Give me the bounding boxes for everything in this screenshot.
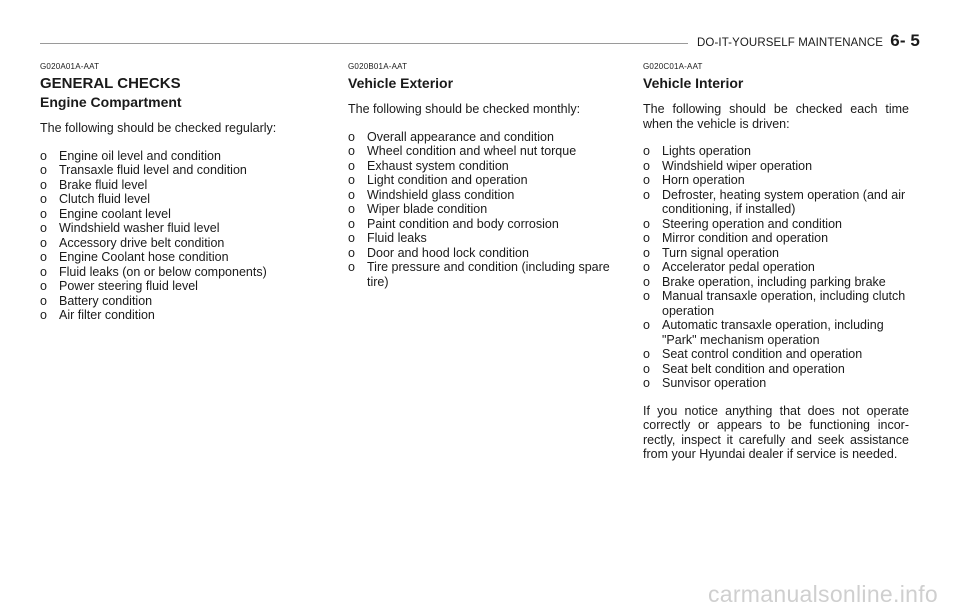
bullet-marker: o (348, 245, 355, 260)
header-rule (40, 43, 688, 44)
checklist-item (40, 265, 304, 280)
checklist-item-text: Wiper blade condition (367, 202, 488, 216)
bullet-marker: o (348, 231, 355, 245)
section-subheading: Engine Compartment (40, 94, 182, 110)
checklist-item-text: Brake fluid level (59, 177, 148, 192)
checklist-item (643, 159, 909, 174)
checklist-item-text: Wheel condition and wheel nut torque (367, 144, 577, 158)
checklist-item (348, 246, 614, 261)
column-vehicle-interior (643, 62, 909, 475)
bullet-marker: o (40, 221, 47, 235)
section-code: G020B01A-AAT (348, 62, 408, 71)
section-intro: The following should be checked monthly: (348, 102, 581, 116)
bullet-marker: o (643, 376, 650, 390)
checklist-item (40, 149, 304, 164)
checklist-item-text: Engine coolant level (59, 206, 171, 221)
checklist-item (643, 217, 909, 232)
checklist-item (643, 376, 909, 391)
checklist-item-text: Tire pressure and condition (including spare tire) (367, 260, 610, 289)
checklist-item-text: Battery condition (59, 293, 153, 308)
checklist-item (40, 207, 304, 222)
checklist-item-text: Turn signal operation (662, 245, 779, 260)
checklist-item-text: Seat control condition and operation (662, 347, 863, 361)
bullet-marker: o (348, 158, 355, 173)
checklist-item (40, 221, 304, 236)
column-general-checks (40, 62, 304, 336)
checklist-item-text: Transaxle fluid level and condition (59, 163, 247, 177)
bullet-marker: o (348, 173, 355, 187)
bullet-marker: o (40, 192, 47, 206)
checklist-item-text: Overall appearance and condition (367, 129, 554, 144)
bullet-marker: o (643, 274, 650, 289)
checklist (40, 149, 304, 323)
bullet-marker: o (643, 361, 650, 376)
checklist-item-text: Fluid leaks (on or below components) (59, 264, 267, 279)
bullet-marker: o (643, 231, 650, 245)
checklist-item (40, 294, 304, 309)
section-subheading: Vehicle Exterior (348, 75, 454, 91)
checklist-item-text: Accelerator pedal operation (662, 260, 815, 274)
bullet-marker: o (348, 216, 355, 231)
checklist-item (643, 275, 909, 290)
checklist-item (348, 159, 614, 174)
bullet-marker: o (643, 245, 650, 260)
checklist-item-text: Air filter condition (59, 308, 155, 322)
checklist (643, 144, 909, 391)
bullet-marker: o (643, 158, 650, 173)
bullet-marker: o (348, 144, 355, 158)
section-code: G020A01A-AAT (40, 62, 100, 71)
bullet-marker: o (348, 129, 355, 144)
checklist-item (643, 260, 909, 275)
checklist (348, 130, 614, 290)
bullet-marker: o (643, 187, 650, 202)
checklist-item (643, 246, 909, 261)
checklist-item (348, 144, 614, 159)
checklist-item-text: Seat belt condition and operation (662, 361, 845, 376)
section-outro: If you notice anything that does not operate correctly or appears to be functioning incor- rectly, inspect it carefully and seek assistance from your Hyundai dealer if service is needed. (643, 403, 909, 461)
bullet-marker: o (40, 308, 47, 322)
checklist-item (643, 188, 909, 217)
checklist-item-text: Lights operation (662, 144, 751, 158)
checklist-item (348, 260, 614, 289)
checklist-item-text: Accessory drive belt condition (59, 235, 225, 250)
checklist-item-text: Door and hood lock condition (367, 245, 529, 260)
checklist-item (643, 347, 909, 362)
section-subheading: Vehicle Interior (643, 75, 744, 91)
checklist-item-text: Fluid leaks (367, 231, 427, 245)
bullet-marker: o (40, 264, 47, 279)
checklist-item (643, 362, 909, 377)
checklist-item-text: Automatic transaxle operation, including "Park" mechanism operation (662, 318, 884, 347)
checklist-item-text: Brake operation, including parking brake (662, 274, 886, 289)
checklist-item-text: Steering operation and condition (662, 216, 842, 231)
bullet-marker: o (643, 260, 650, 274)
section-code: G020C01A-AAT (643, 62, 703, 71)
checklist-item-text: Horn operation (662, 173, 745, 187)
bullet-marker: o (348, 202, 355, 216)
checklist-item-text: Manual transaxle operation, including clutch operation (662, 289, 906, 318)
section-title: DO-IT-YOURSELF MAINTENANCE (697, 37, 883, 49)
checklist-item-text: Exhaust system condition (367, 158, 509, 173)
bullet-marker: o (643, 347, 650, 361)
checklist-item (643, 173, 909, 188)
bullet-marker: o (40, 148, 47, 163)
checklist-item-text: Power steering fluid level (59, 279, 198, 293)
bullet-marker: o (40, 177, 47, 192)
bullet-marker: o (643, 216, 650, 231)
checklist-item-text: Mirror condition and operation (662, 231, 829, 245)
checklist-item (40, 178, 304, 193)
bullet-marker: o (40, 163, 47, 177)
bullet-marker: o (643, 289, 650, 303)
checklist-item (348, 231, 614, 246)
checklist-item (40, 250, 304, 265)
checklist-item (40, 192, 304, 207)
checklist-item-text: Engine oil level and condition (59, 148, 221, 163)
bullet-marker: o (40, 250, 47, 264)
bullet-marker: o (40, 279, 47, 293)
watermark-text: carmanualsonline.info (707, 581, 938, 607)
checklist-item (348, 188, 614, 203)
checklist-item (40, 279, 304, 294)
bullet-marker: o (40, 206, 47, 221)
checklist-item-text: Engine Coolant hose condition (59, 250, 229, 264)
checklist-item (643, 318, 909, 347)
bullet-marker: o (348, 260, 355, 274)
bullet-marker: o (643, 173, 650, 187)
checklist-item-text: Paint condition and body corrosion (367, 216, 559, 231)
checklist-item (348, 130, 614, 145)
section-intro: The following should be checked each time when the vehicle is driven: (643, 102, 909, 131)
bullet-marker: o (643, 318, 650, 332)
bullet-marker: o (40, 235, 47, 250)
section-intro: The following should be checked regularly: (40, 121, 277, 135)
checklist-item (643, 289, 909, 318)
checklist-item-text: Sunvisor operation (662, 376, 767, 390)
section-heading: GENERAL CHECKS (40, 75, 181, 92)
checklist-item (348, 217, 614, 232)
checklist-item-text: Clutch fluid level (59, 192, 151, 206)
checklist-item (40, 236, 304, 251)
checklist-item (643, 231, 909, 246)
running-header (697, 31, 920, 51)
bullet-marker: o (40, 293, 47, 308)
bullet-marker: o (643, 144, 650, 158)
checklist-item-text: Windshield wiper operation (662, 158, 813, 173)
checklist-item (348, 202, 614, 217)
checklist-item-text: Defroster, heating system operation (and air conditioning, if installed) (662, 187, 906, 216)
checklist-item (40, 308, 304, 323)
checklist-item-text: Windshield glass condition (367, 187, 515, 202)
checklist-item (348, 173, 614, 188)
column-vehicle-exterior (348, 62, 614, 302)
page-number: 6- 5 (890, 31, 920, 50)
bullet-marker: o (348, 187, 355, 202)
checklist-item (643, 144, 909, 159)
checklist-item-text: Windshield washer fluid level (59, 221, 220, 235)
checklist-item (40, 163, 304, 178)
checklist-item-text: Light condition and operation (367, 173, 528, 187)
